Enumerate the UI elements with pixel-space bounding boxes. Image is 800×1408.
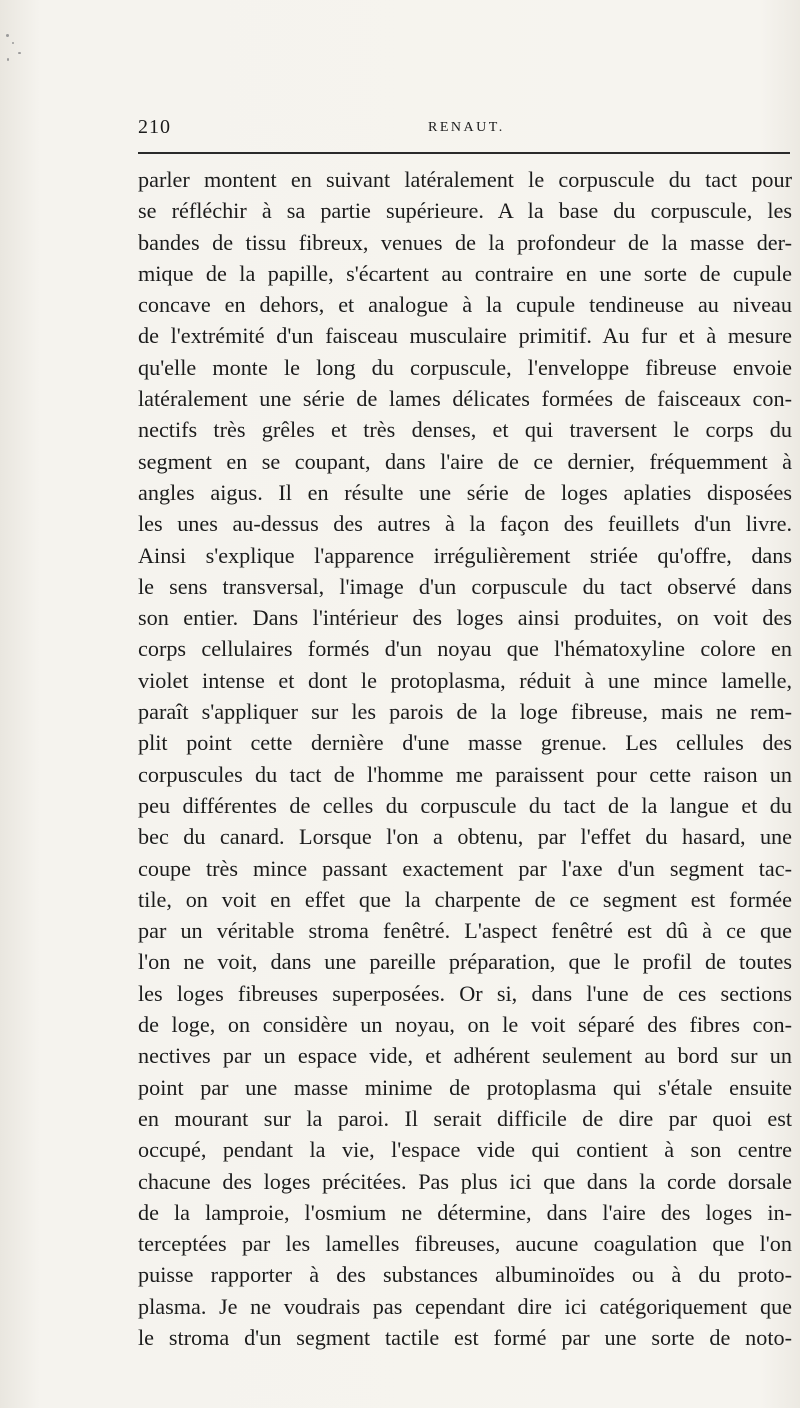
page-header: [138, 116, 790, 146]
text-line: l'on ne voit, dans une pareille préparation, que le profil de toutes: [138, 949, 792, 975]
text-line: de la lamproie, l'osmium ne détermine, dans l'aire des loges in-: [138, 1199, 792, 1225]
body-text: [138, 164, 792, 1353]
text-line: Ainsi s'explique l'apparence irrégulièrement striée qu'offre, dans: [138, 542, 792, 568]
text-line: violet intense et dont le protoplasma, réduit à une mince lamelle,: [138, 667, 792, 693]
text-line: concave en dehors, et analogue à la cupule tendineuse au niveau: [138, 292, 792, 318]
text-line: qu'elle monte le long du corpuscule, l'enveloppe fibreuse envoie: [138, 354, 792, 380]
paper-specks: [4, 30, 34, 70]
text-line: puisse rapporter à des substances albuminoïdes ou à du proto-: [138, 1262, 792, 1288]
text-line: par un véritable stroma fenêtré. L'aspect fenêtré est dû à ce que: [138, 918, 792, 944]
text-line: tile, on voit en effet que la charpente de ce segment est formée: [138, 886, 792, 912]
text-line: bec du canard. Lorsque l'on a obtenu, par l'effet du hasard, une: [138, 824, 792, 850]
text-line: corps cellulaires formés d'un noyau que l'hématoxyline colore en: [138, 636, 792, 662]
text-line: bandes de tissu fibreux, venues de la profondeur de la masse der-: [138, 229, 792, 255]
page-number: 210: [138, 116, 171, 138]
text-line: se réfléchir à sa partie supérieure. A la base du corpuscule, les: [138, 198, 792, 224]
text-line: nectives par un espace vide, et adhérent seulement au bord sur un: [138, 1043, 792, 1069]
text-line: angles aigus. Il en résulte une série de loges aplaties disposées: [138, 479, 792, 505]
header-rule: [138, 152, 790, 154]
text-line: segment en se coupant, dans l'aire de ce dernier, fréquemment à: [138, 448, 792, 474]
text-line: mique de la papille, s'écartent au contraire en une sorte de cupule: [138, 260, 792, 286]
text-line: plasma. Je ne voudrais pas cependant dire ici catégoriquement que: [138, 1293, 792, 1319]
text-line: de l'extrémité d'un faisceau musculaire primitif. Au fur et à mesure: [138, 323, 792, 349]
text-line: corpuscules du tact de l'homme me paraissent pour cette raison un: [138, 761, 792, 787]
text-line: son entier. Dans l'intérieur des loges ainsi produites, on voit des: [138, 605, 792, 631]
text-line: les unes au-dessus des autres à la façon des feuillets d'un livre.: [138, 511, 792, 537]
text-line: les loges fibreuses superposées. Or si, dans l'une de ces sections: [138, 980, 792, 1006]
running-head: RENAUT.: [428, 120, 505, 135]
text-line: peu différentes de celles du corpuscule du tact de la langue et du: [138, 792, 792, 818]
text-line: chacune des loges précitées. Pas plus ici que dans la corde dorsale: [138, 1168, 792, 1194]
text-line: coupe très mince passant exactement par l'axe d'un segment tac-: [138, 855, 792, 881]
text-line: latéralement une série de lames délicates formées de faisceaux con-: [138, 386, 792, 412]
text-line: paraît s'appliquer sur les parois de la loge fibreuse, mais ne rem-: [138, 699, 792, 725]
text-line: point par une masse minime de protoplasma qui s'étale ensuite: [138, 1074, 792, 1100]
text-line: nectifs très grêles et très denses, et qui traversent le corps du: [138, 417, 792, 443]
text-line: parler montent en suivant latéralement le corpuscule du tact pour: [138, 167, 792, 192]
text-line: plit point cette dernière d'une masse grenue. Les cellules des: [138, 730, 792, 756]
text-line: le sens transversal, l'image d'un corpuscule du tact observé dans: [138, 573, 792, 599]
text-line: en mourant sur la paroi. Il serait difficile de dire par quoi est: [138, 1105, 792, 1131]
text-line: le stroma d'un segment tactile est formé par une sorte de noto-: [138, 1324, 792, 1350]
text-line: occupé, pendant la vie, l'espace vide qui contient à son centre: [138, 1137, 792, 1163]
text-line: de loge, on considère un noyau, on le voit séparé des fibres con-: [138, 1012, 792, 1038]
text-line: terceptées par les lamelles fibreuses, aucune coagulation que l'on: [138, 1231, 792, 1257]
